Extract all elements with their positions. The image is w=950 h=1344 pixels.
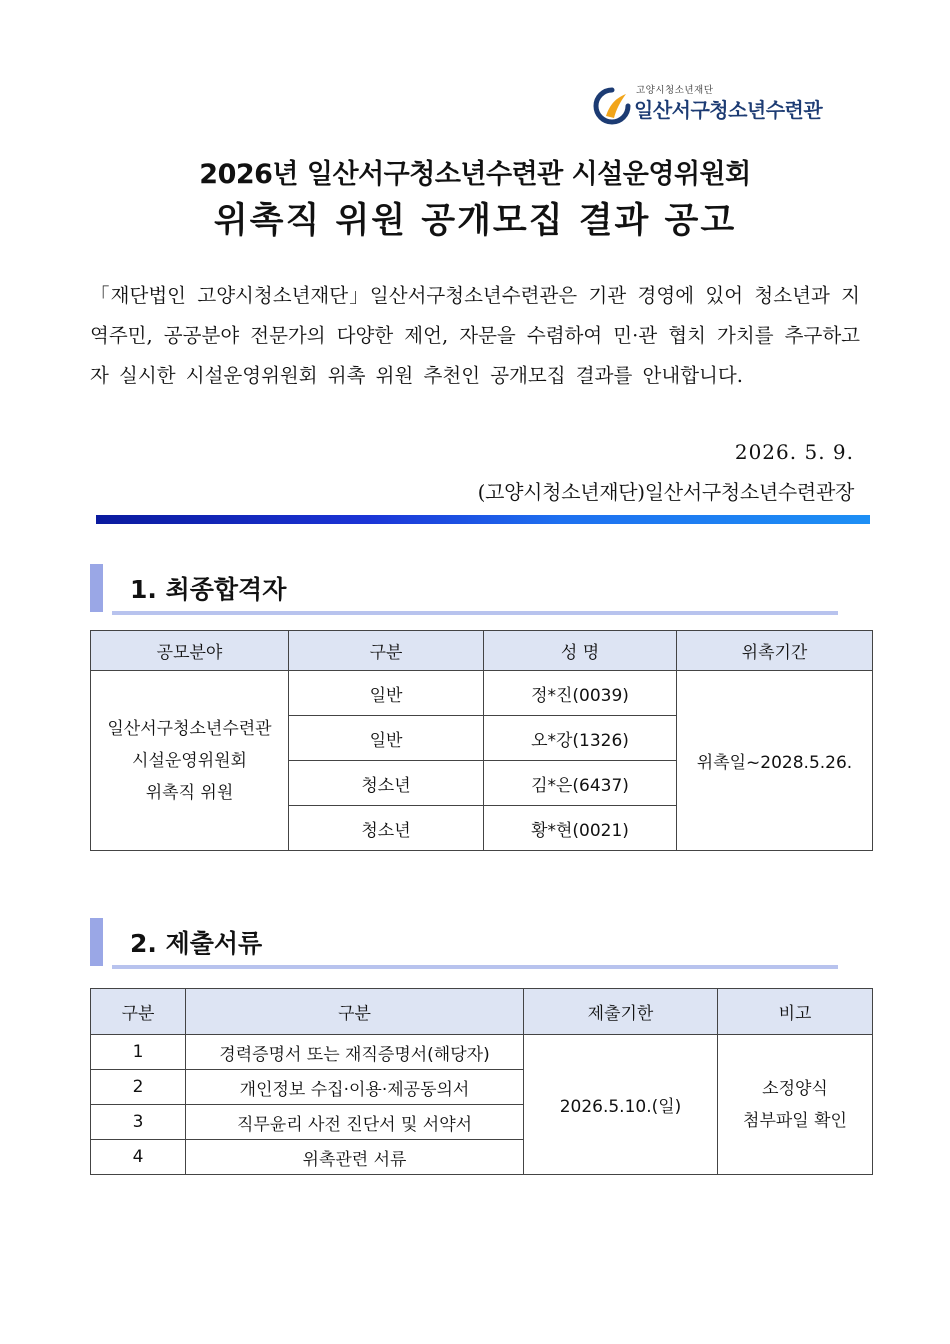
logo-name: 일산서구청소년수련관: [634, 98, 823, 122]
no-cell: 1: [91, 1035, 186, 1070]
field-cell: [91, 671, 289, 851]
section-underline: [112, 611, 838, 615]
name-cell: 황*현(0021): [484, 806, 677, 851]
type-cell: 청소년: [289, 761, 484, 806]
period-cell: 위촉일~2028.5.26.: [677, 671, 873, 851]
logo-org: 고양시청소년재단: [636, 85, 714, 96]
logo: [592, 82, 837, 126]
header-deadline: 제출기한: [524, 989, 718, 1035]
section-marker: [90, 564, 103, 612]
divider-bar: [96, 515, 870, 524]
title-line-2: 위촉직 위원 공개모집 결과 공고: [213, 201, 737, 241]
header-doc: 구분: [186, 989, 524, 1035]
header-period: 위촉기간: [677, 631, 873, 671]
header-note: 비고: [718, 989, 873, 1035]
table-header-row: [91, 989, 873, 1035]
section-1-heading: [90, 564, 838, 614]
field-line: 위촉직 위원: [145, 782, 234, 803]
name-cell: 정*진(0039): [484, 671, 677, 716]
doc-cell: 직무윤리 사전 진단서 및 서약서: [186, 1105, 524, 1140]
section-2-title: 2. 제출서류: [130, 929, 263, 958]
no-cell: 2: [91, 1070, 186, 1105]
no-cell: 4: [91, 1140, 186, 1175]
header-name: 성 명: [484, 631, 677, 671]
section-1-title: 1. 최종합격자: [130, 575, 287, 604]
header-field: 공모분야: [91, 631, 289, 671]
section-2-heading: [90, 918, 838, 968]
note-line: 첨부파일 확인: [743, 1110, 847, 1131]
field-line: 일산서구청소년수련관: [107, 718, 272, 739]
note-line: 소정양식: [762, 1078, 828, 1099]
no-cell: 3: [91, 1105, 186, 1140]
doc-cell: 경력증명서 또는 재직증명서(해당자): [186, 1035, 524, 1070]
title-line-1: 2026년 일산서구청소년수련관 시설운영위원회: [199, 159, 751, 190]
doc-cell: 개인정보 수집·이용·제공동의서: [186, 1070, 524, 1105]
header-no: 구분: [91, 989, 186, 1035]
type-cell: 일반: [289, 671, 484, 716]
documents-table: [90, 988, 873, 1175]
finalists-table: [90, 630, 873, 851]
section-marker: [90, 918, 103, 966]
table-row: [91, 1035, 873, 1070]
name-cell: 김*은(6437): [484, 761, 677, 806]
name-cell: 오*강(1326): [484, 716, 677, 761]
logo-icon: [592, 86, 632, 126]
table-row: [91, 671, 873, 716]
note-cell: [718, 1035, 873, 1175]
type-cell: 청소년: [289, 806, 484, 851]
field-line: 시설운영위원회: [132, 750, 247, 771]
deadline-cell: 2026.5.10.(일): [524, 1035, 718, 1175]
notice-date: 2026. 5. 9.: [734, 440, 854, 464]
type-cell: 일반: [289, 716, 484, 761]
section-underline: [112, 965, 838, 969]
notice-issuer: (고양시청소년재단)일산서구청소년수련관장: [477, 480, 854, 504]
header-type: 구분: [289, 631, 484, 671]
doc-cell: 위촉관련 서류: [186, 1140, 524, 1175]
intro-paragraph: 「재단법인 고양시청소년재단」일산서구청소년수련관은 기관 경영에 있어 청소년과 지역주민, 공공분야 전문가의 다양한 제언, 자문을 수렴하여 민·관 협치 가치를 추구하고자 실시한 시설운영위원회 위촉 위원 추천인 공개모집 결과를 안내합니다.: [90, 284, 860, 387]
table-header-row: [91, 631, 873, 671]
